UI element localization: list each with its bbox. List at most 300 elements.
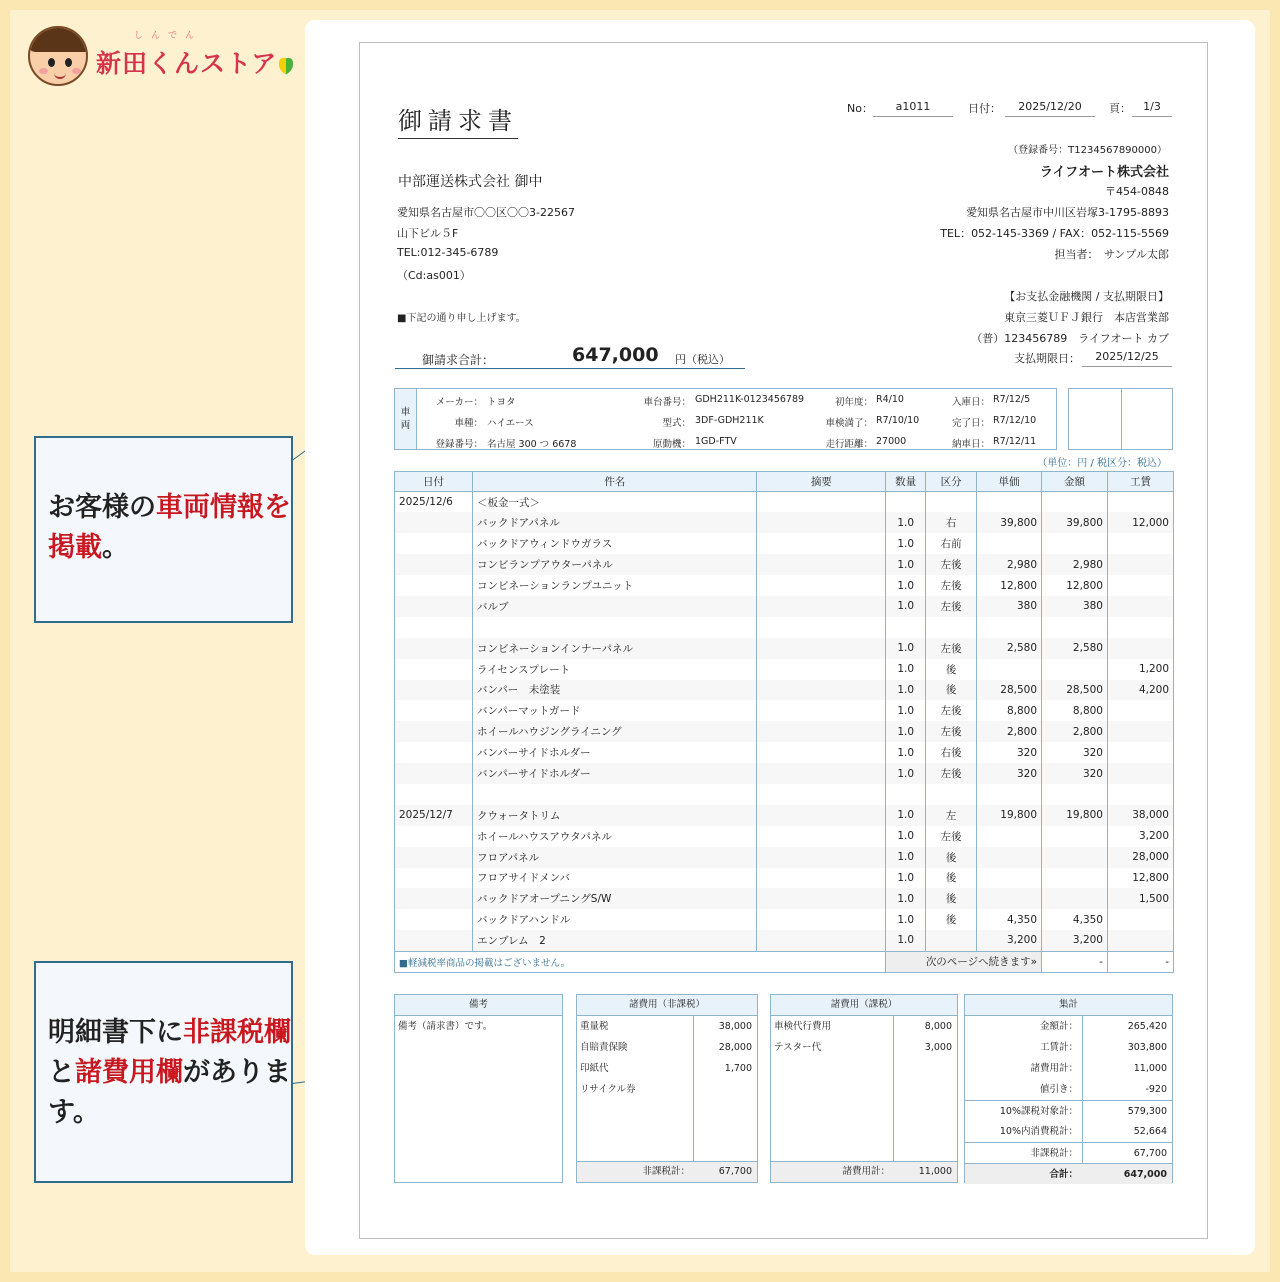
entry-date-value: R7/12/5	[993, 394, 1031, 405]
table-cell: 2,580	[977, 638, 1042, 659]
table-row	[395, 638, 1174, 659]
footer-note: ■軽減税率商品の掲載はございません。	[395, 951, 886, 972]
delivery-date-value: R7/12/11	[993, 436, 1037, 447]
table-cell: バンパーサイドホルダー	[472, 742, 756, 763]
summary-label: 10%内消費税計：	[999, 1126, 1078, 1137]
callout-text: 明細書下に	[48, 1017, 183, 1048]
next-page-link[interactable]: 次のページへ続きます»	[886, 951, 1042, 972]
staff-name: 担当者： サンプル太郎	[1054, 248, 1169, 261]
plate-value: 名古屋 300 つ 6678	[487, 439, 577, 450]
invoice-document	[359, 42, 1208, 1239]
table-cell	[395, 826, 473, 847]
table-cell	[757, 680, 886, 701]
table-cell: 左後	[926, 763, 977, 784]
table-row	[395, 909, 1174, 930]
table-cell: ホイールハウジングライニング	[472, 721, 756, 742]
nontax-item-row	[577, 1058, 757, 1079]
table-cell	[926, 492, 977, 513]
table-cell: 3,200	[1107, 826, 1173, 847]
footer-labor: -	[1107, 951, 1173, 972]
table-cell: 1.0	[886, 888, 926, 909]
vehicle-side-label: 車 両	[395, 389, 417, 449]
table-cell	[1107, 784, 1173, 805]
table-cell: 1.0	[886, 909, 926, 930]
table-cell	[757, 659, 886, 680]
table-cell: 左後	[926, 826, 977, 847]
bank-name: 東京三菱ＵＦＪ銀行 本店営業部	[1004, 311, 1169, 324]
table-cell: 1.0	[886, 575, 926, 596]
table-cell	[1042, 784, 1108, 805]
table-cell: 12,000	[1107, 512, 1173, 533]
vehicle-info-box	[394, 388, 1057, 450]
table-cell: 12,800	[977, 575, 1042, 596]
table-cell: バンパーマットガード	[472, 700, 756, 721]
notice-text: ■下記の通り申し上げます。	[397, 313, 526, 324]
table-cell	[886, 617, 926, 638]
table-cell: 後	[926, 868, 977, 889]
table-cell	[1042, 868, 1108, 889]
type-label: 型式：	[662, 418, 691, 429]
table-cell: 2,980	[1042, 554, 1108, 575]
col-date: 日付	[395, 472, 473, 492]
taxed-title: 諸費用（課税）	[771, 995, 957, 1016]
store-logo-text: 新田くんストア	[96, 49, 278, 78]
table-cell	[977, 533, 1042, 554]
table-cell	[977, 888, 1042, 909]
table-cell: 8,800	[977, 700, 1042, 721]
table-cell: 4,350	[977, 909, 1042, 930]
table-cell	[1107, 638, 1173, 659]
table-cell: 1.0	[886, 680, 926, 701]
summary-row	[965, 1058, 1172, 1079]
table-cell	[1107, 554, 1173, 575]
summary-value: 67,700	[1133, 1148, 1167, 1159]
table-row	[395, 888, 1174, 909]
table-cell: 12,800	[1042, 575, 1108, 596]
table-row	[395, 721, 1174, 742]
table-cell: クウォータトリム	[472, 805, 756, 826]
nontax-total-label: 非課税計：	[642, 1166, 690, 1177]
summary-row	[965, 1100, 1172, 1121]
company-name: ライフオート株式会社	[1039, 165, 1169, 180]
page-number: 1/3	[1132, 100, 1172, 117]
table-cell: ライセンスプレート	[472, 659, 756, 680]
total-amount: 647,000	[572, 344, 659, 366]
summary-row	[965, 1142, 1172, 1163]
table-cell: 380	[1042, 596, 1108, 617]
table-cell: 39,800	[977, 512, 1042, 533]
table-cell	[1107, 909, 1173, 930]
table-cell: コンビネーションインナーパネル	[472, 638, 756, 659]
table-cell: エンブレム 2	[472, 930, 756, 951]
table-row	[395, 617, 1174, 638]
summary-label: 10%課税対象計：	[999, 1106, 1078, 1117]
table-cell: コンビネーションランプユニット	[472, 575, 756, 596]
taxed-item-value: 8,000	[924, 1021, 952, 1032]
date-label: 日付：	[968, 102, 1001, 115]
table-cell	[977, 492, 1042, 513]
registration-number: （登録番号：T1234567890000）	[1008, 145, 1167, 156]
summary-label: 非課税計：	[1030, 1148, 1078, 1159]
table-cell	[1107, 575, 1173, 596]
table-cell: 1.0	[886, 638, 926, 659]
table-cell	[395, 763, 473, 784]
table-cell	[395, 575, 473, 596]
summary-row	[965, 1079, 1172, 1100]
table-cell	[926, 617, 977, 638]
table-cell	[395, 554, 473, 575]
table-row	[395, 847, 1174, 868]
taxed-expenses-box	[770, 994, 958, 1183]
table-cell: ホイールハウスアウタパネル	[472, 826, 756, 847]
callout-expenses	[34, 961, 293, 1183]
nontax-item-row	[577, 1037, 757, 1058]
invoice-number: a1011	[873, 100, 953, 117]
remarks-text: 備考（請求書）です。	[398, 1021, 493, 1032]
table-cell	[926, 930, 977, 951]
completion-date-label: 完了日：	[951, 418, 990, 429]
plate-label: 登録番号：	[435, 439, 483, 450]
table-cell	[395, 784, 473, 805]
customer-name: 中部運送株式会社 御中	[398, 174, 543, 190]
callout-vehicle-info	[34, 436, 293, 623]
table-cell	[757, 533, 886, 554]
engine-value: 1GD-FTV	[695, 436, 737, 447]
table-cell: 1.0	[886, 554, 926, 575]
table-cell: 1.0	[886, 805, 926, 826]
table-cell: 2,980	[977, 554, 1042, 575]
bank-header: 【お支払金融機関 / 支払期限日】	[1004, 290, 1169, 303]
model-value: ハイエース	[487, 418, 534, 429]
table-cell: 1,200	[1107, 659, 1173, 680]
table-cell: 12,800	[1107, 868, 1173, 889]
table-cell	[1042, 826, 1108, 847]
table-row	[395, 784, 1174, 805]
table-cell: 38,000	[1107, 805, 1173, 826]
table-row	[395, 700, 1174, 721]
summary-row	[965, 1016, 1172, 1037]
customer-tel: TEL:012-345-6789	[397, 246, 499, 259]
table-cell: 320	[1042, 742, 1108, 763]
table-cell: 1,500	[1107, 888, 1173, 909]
table-cell	[757, 596, 886, 617]
table-cell	[1107, 721, 1173, 742]
table-cell	[395, 638, 473, 659]
type-value: 3DF-GDH211K	[695, 415, 764, 426]
table-cell	[757, 554, 886, 575]
callout-highlight: 車両情報を掲載	[48, 492, 291, 563]
summary-box	[964, 994, 1173, 1183]
table-cell	[395, 847, 473, 868]
table-row	[395, 554, 1174, 575]
table-row	[395, 680, 1174, 701]
table-cell: 後	[926, 909, 977, 930]
table-cell: バンパーサイドホルダー	[472, 763, 756, 784]
due-label: 支払期限日：	[1014, 352, 1080, 365]
nontax-total-row	[577, 1161, 757, 1182]
engine-label: 原動機：	[652, 439, 691, 450]
summary-value: -920	[1145, 1084, 1167, 1095]
table-cell	[1107, 700, 1173, 721]
nontax-item-label: 重量税	[580, 1021, 609, 1032]
callout-text: お客様の	[48, 492, 156, 523]
summary-value: 11,000	[1133, 1063, 1167, 1074]
col-category: 区分	[926, 472, 977, 492]
table-cell: 後	[926, 680, 977, 701]
table-cell: 320	[977, 742, 1042, 763]
table-row	[395, 805, 1174, 826]
total-unit: 円（税込）	[675, 353, 730, 366]
table-cell	[1107, 763, 1173, 784]
col-qty: 数量	[886, 472, 926, 492]
nontax-item-label: 自賠責保険	[580, 1042, 628, 1053]
nontax-item-row	[577, 1079, 757, 1100]
table-cell: 1.0	[886, 721, 926, 742]
table-cell	[757, 930, 886, 951]
table-cell	[1107, 533, 1173, 554]
table-cell: 左後	[926, 575, 977, 596]
table-row	[395, 492, 1174, 513]
table-cell: バルブ	[472, 596, 756, 617]
callout-highlight: 非課税欄	[183, 1017, 291, 1048]
table-cell: 1.0	[886, 847, 926, 868]
maker-value: トヨタ	[487, 397, 516, 408]
table-cell	[926, 784, 977, 805]
summary-row	[965, 1121, 1172, 1142]
boy-face-icon	[28, 26, 88, 86]
invoice-date: 2025/12/20	[1005, 100, 1095, 117]
table-cell: ＜板金一式＞	[472, 492, 756, 513]
nontax-title: 諸費用（非課税）	[577, 995, 757, 1016]
due-date: 2025/12/25	[1082, 350, 1172, 367]
mileage-label: 走行距離：	[825, 439, 873, 450]
table-cell: 左後	[926, 721, 977, 742]
table-cell: 320	[977, 763, 1042, 784]
table-cell	[977, 868, 1042, 889]
chassis-label: 車台番号：	[643, 397, 691, 408]
maker-label: メーカー：	[435, 397, 483, 408]
table-cell	[886, 492, 926, 513]
table-cell: 1.0	[886, 700, 926, 721]
chassis-value: GDH211K-0123456789	[695, 394, 805, 405]
table-cell: 右後	[926, 742, 977, 763]
table-cell	[395, 930, 473, 951]
company-address: 愛知県名古屋市中川区岩塚3-1795-8893	[966, 206, 1169, 219]
taxed-item-label: 車検代行費用	[774, 1021, 832, 1032]
table-row	[395, 742, 1174, 763]
summary-row	[965, 1163, 1172, 1184]
table-cell	[757, 868, 886, 889]
col-summary: 摘要	[757, 472, 886, 492]
completion-date-value: R7/12/10	[993, 415, 1037, 426]
table-cell	[1107, 930, 1173, 951]
table-row	[395, 596, 1174, 617]
table-cell: 1.0	[886, 930, 926, 951]
customer-address: 愛知県名古屋市〇〇区〇〇3-22567	[397, 206, 575, 219]
nontax-total-value: 67,700	[718, 1166, 752, 1177]
summary-value: 579,300	[1127, 1106, 1167, 1117]
table-cell: 39,800	[1042, 512, 1108, 533]
table-row	[395, 826, 1174, 847]
table-cell: コンビランプアウターパネル	[472, 554, 756, 575]
table-cell: 左後	[926, 596, 977, 617]
summary-value: 303,800	[1127, 1042, 1167, 1053]
summary-value: 52,664	[1133, 1126, 1167, 1137]
delivery-date-label: 納車日：	[951, 439, 990, 450]
table-cell	[395, 680, 473, 701]
table-cell	[472, 784, 756, 805]
table-row	[395, 512, 1174, 533]
table-cell: 1.0	[886, 533, 926, 554]
taxed-item-row	[771, 1016, 957, 1037]
table-cell	[1042, 533, 1108, 554]
store-logo-ruby: しんでん	[134, 31, 203, 41]
table-cell	[395, 909, 473, 930]
table-cell: 380	[977, 596, 1042, 617]
table-cell: 1.0	[886, 868, 926, 889]
callout-text: 。	[102, 532, 129, 563]
table-cell	[757, 784, 886, 805]
callout-text: があります。	[48, 1057, 291, 1128]
taxed-item-label: テスター代	[774, 1042, 822, 1053]
table-cell	[1042, 659, 1108, 680]
table-cell: 左後	[926, 638, 977, 659]
table-cell: バックドアウィンドウガラス	[472, 533, 756, 554]
entry-date-label: 入庫日：	[951, 397, 990, 408]
table-cell: 19,800	[1042, 805, 1108, 826]
table-cell	[395, 659, 473, 680]
no-label: No：	[847, 102, 873, 115]
table-cell	[757, 805, 886, 826]
table-cell	[757, 742, 886, 763]
table-cell: 19,800	[977, 805, 1042, 826]
table-cell: 320	[1042, 763, 1108, 784]
invoice-title: 御請求書	[398, 101, 518, 139]
first-reg-value: R4/10	[876, 394, 904, 405]
nontax-item-label: リサイクル券	[580, 1084, 636, 1095]
unit-note: （単位：円 / 税区分：税込）	[1037, 458, 1167, 469]
stamp-box	[1068, 388, 1173, 450]
table-cell	[1042, 617, 1108, 638]
table-cell: バックドアオープニングS/W	[472, 888, 756, 909]
table-cell	[395, 700, 473, 721]
table-cell	[395, 512, 473, 533]
table-cell	[472, 617, 756, 638]
table-cell	[757, 492, 886, 513]
col-item: 件名	[472, 472, 756, 492]
total-label: 御請求合計：	[422, 353, 495, 367]
table-cell	[977, 784, 1042, 805]
table-cell: 28,500	[1042, 680, 1108, 701]
table-cell	[395, 721, 473, 742]
table-cell	[395, 533, 473, 554]
table-cell	[757, 826, 886, 847]
beginner-leaf-icon	[279, 57, 293, 75]
table-cell: 2,800	[977, 721, 1042, 742]
footer-amount: -	[1042, 951, 1108, 972]
summary-label: 金額計：	[1039, 1021, 1078, 1032]
page-label: 頁：	[1109, 102, 1131, 115]
table-cell	[1107, 492, 1173, 513]
table-header-row	[395, 472, 1174, 492]
table-cell	[757, 763, 886, 784]
table-cell	[977, 659, 1042, 680]
callout-text: と	[48, 1057, 75, 1088]
nontax-expenses-box	[576, 994, 758, 1183]
table-cell: 4,200	[1107, 680, 1173, 701]
summary-label: 諸費用計：	[1030, 1063, 1078, 1074]
table-cell: バックドアパネル	[472, 512, 756, 533]
col-amount: 金額	[1042, 472, 1108, 492]
table-cell	[757, 700, 886, 721]
table-cell: 1.0	[886, 512, 926, 533]
summary-value: 647,000	[1123, 1169, 1167, 1180]
table-cell	[757, 909, 886, 930]
table-cell	[395, 888, 473, 909]
customer-code: （Cd:as001）	[397, 269, 471, 282]
first-reg-label: 初年度：	[834, 397, 873, 408]
table-cell: 後	[926, 847, 977, 868]
nontax-item-value: 38,000	[718, 1021, 752, 1032]
taxed-item-row	[771, 1037, 957, 1058]
table-cell: 後	[926, 888, 977, 909]
company-tel: TEL：052-145-3369 / FAX：052-115-5569	[940, 227, 1169, 240]
table-cell: 3,200	[977, 930, 1042, 951]
invoice-line-items	[394, 471, 1174, 973]
table-cell: フロアサイドメンバ	[472, 868, 756, 889]
table-cell	[1107, 596, 1173, 617]
summary-title: 集計	[965, 995, 1172, 1016]
mileage-value: 27000	[876, 436, 907, 447]
table-row	[395, 659, 1174, 680]
table-cell: 左後	[926, 554, 977, 575]
summary-label: 工賃計：	[1039, 1042, 1078, 1053]
table-cell: 3,200	[1042, 930, 1108, 951]
table-row	[395, 575, 1174, 596]
table-cell: 28,000	[1107, 847, 1173, 868]
table-row	[395, 930, 1174, 951]
table-cell: 左	[926, 805, 977, 826]
table-cell: 1.0	[886, 826, 926, 847]
nontax-item-row	[577, 1016, 757, 1037]
table-cell	[1042, 888, 1108, 909]
summary-row	[965, 1037, 1172, 1058]
table-cell: 2,580	[1042, 638, 1108, 659]
table-cell	[757, 721, 886, 742]
taxed-item-value: 3,000	[924, 1042, 952, 1053]
table-cell	[757, 638, 886, 659]
table-cell	[1042, 492, 1108, 513]
table-cell: 左後	[926, 700, 977, 721]
table-cell: 4,350	[1042, 909, 1108, 930]
table-cell	[757, 847, 886, 868]
store-logo[interactable]	[28, 26, 293, 86]
table-cell	[757, 888, 886, 909]
remarks-title: 備考	[395, 995, 562, 1016]
table-cell	[757, 617, 886, 638]
table-footer-row	[395, 951, 1174, 972]
table-cell: 右	[926, 512, 977, 533]
company-postal: 〒454-0848	[1105, 185, 1169, 198]
nontax-item-value: 28,000	[718, 1042, 752, 1053]
table-cell	[1042, 847, 1108, 868]
table-cell: 2025/12/7	[395, 805, 473, 826]
table-cell: 1.0	[886, 659, 926, 680]
table-cell: 8,800	[1042, 700, 1108, 721]
col-labor: 工賃	[1107, 472, 1173, 492]
table-cell: 2,800	[1042, 721, 1108, 742]
table-row	[395, 763, 1174, 784]
